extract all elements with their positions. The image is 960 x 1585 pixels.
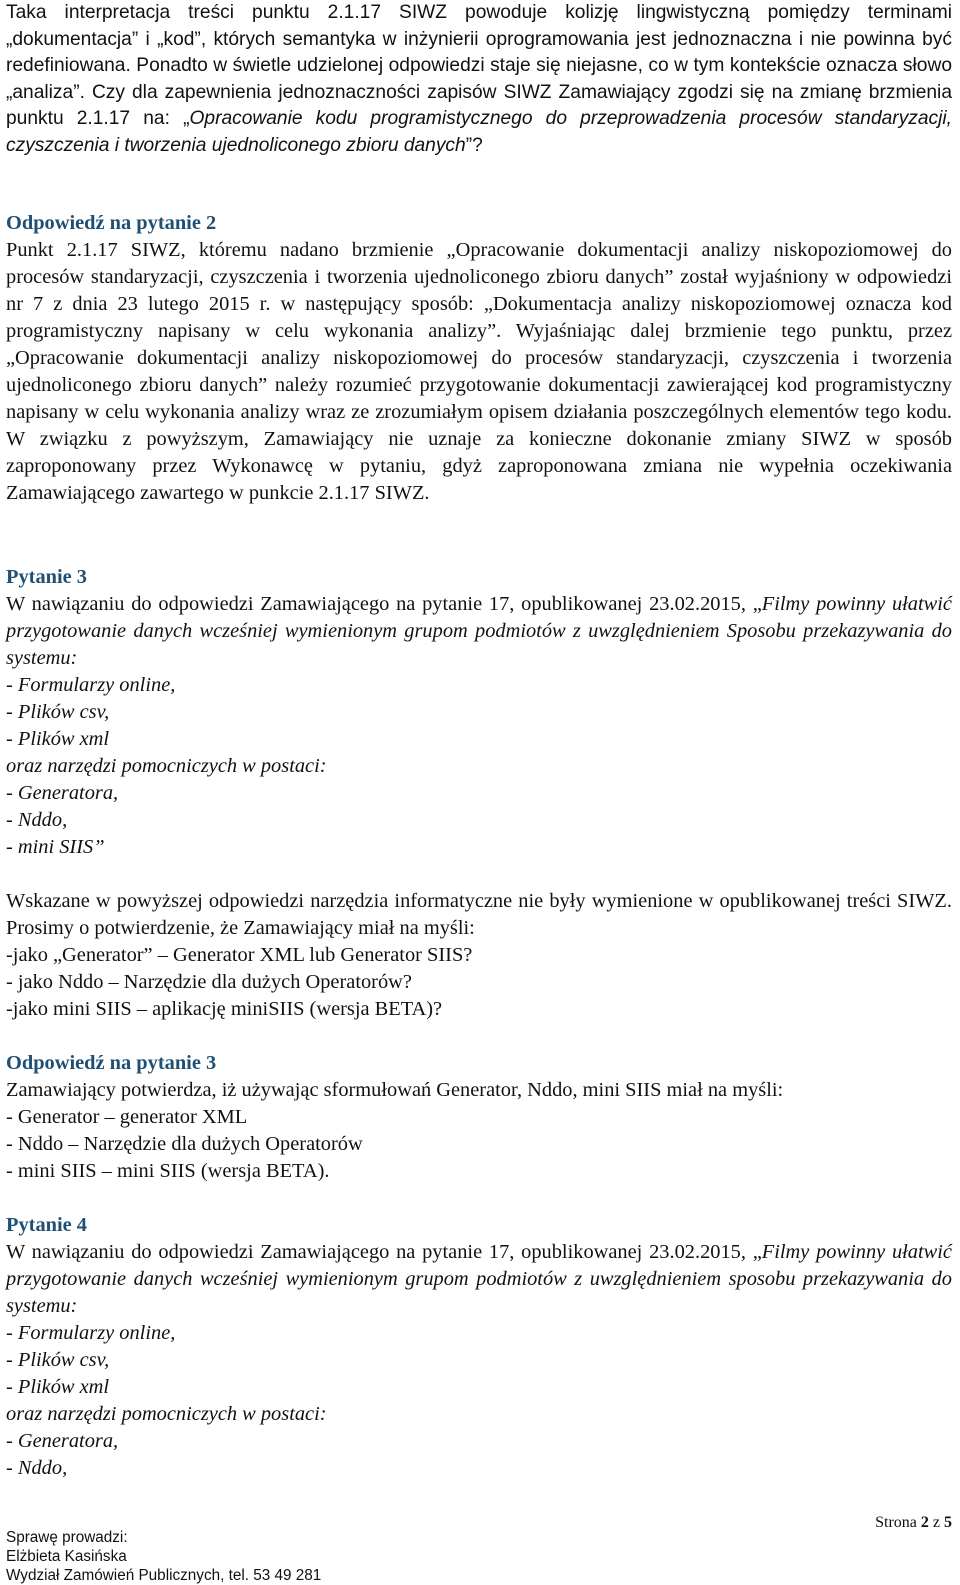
page-number-total: 5 bbox=[944, 1514, 952, 1531]
page-number-current: 2 bbox=[920, 1514, 929, 1531]
question3-body: Wskazane w powyższej odpowiedzi narzędzia informatyczne nie były wymienione w opublikowanej treści SIWZ. Prosimy o potwierdzenie, że Zamawiający miał na myśli: bbox=[6, 890, 952, 939]
question3-intro-text: W nawiązaniu do odpowiedzi Zamawiającego na pytanie 17, opublikowanej 23.02.2015, „ bbox=[6, 593, 762, 615]
question2-proposed-wording: Opracowanie kodu programistycznego do przeprowadzenia procesów standaryzacji, czyszczenia i tworzenia ujednoliconego zbioru danych bbox=[6, 108, 952, 156]
question3-intro-quote: Filmy powinny ułatwić przygotowanie danych wcześniej wymienionym grupom podmiotów z uwzględnieniem Sposobu przekazywania do systemu: bbox=[6, 593, 952, 669]
list-item: - Generatora, bbox=[6, 1430, 119, 1452]
page-number-separator: z bbox=[932, 1514, 940, 1531]
answer2-heading: Odpowiedź na pytanie 2 bbox=[6, 212, 217, 234]
list-item: - mini SIIS – mini SIIS (wersja BETA). bbox=[6, 1160, 330, 1182]
answer2-section bbox=[6, 210, 952, 507]
question4-intro-text: W nawiązaniu do odpowiedzi Zamawiającego na pytanie 17, opublikowanej 23.02.2015, „ bbox=[6, 1241, 762, 1263]
answer3-heading: Odpowiedź na pytanie 3 bbox=[6, 1052, 217, 1074]
list-intro: oraz narzędzi pomocniczych w postaci: bbox=[6, 1403, 327, 1425]
question4-heading: Pytanie 4 bbox=[6, 1214, 87, 1236]
footer-contact bbox=[6, 1528, 321, 1585]
list-item: - Nddo, bbox=[6, 1457, 68, 1479]
list-item: - Nddo, bbox=[6, 809, 68, 831]
question2-continuation bbox=[6, 0, 952, 160]
footer-line: Elżbieta Kasińska bbox=[6, 1548, 127, 1565]
question4-list bbox=[6, 1320, 952, 1482]
page-number-label: Strona bbox=[875, 1514, 917, 1531]
list-item: - Generatora, bbox=[6, 782, 119, 804]
list-item: - Formularzy online, bbox=[6, 1322, 176, 1344]
answer3-body: Zamawiający potwierdza, iż używając sformułowań Generator, Nddo, mini SIIS miał na myśli: bbox=[6, 1079, 784, 1101]
footer-line: Wydział Zamówień Publicznych, tel. 53 49 281 bbox=[6, 1567, 322, 1584]
question2-text: Taka interpretacja treści punktu 2.1.17 SIWZ powoduje kolizję lingwistyczną pomiędzy terminami „dokumentacja” i „kod”, których semantyka w inżynierii oprogramowania jest jednoznaczna i nie powinna być redefiniowana. Ponadto w świetle udzielonej odpowiedzi staje się niejasne, co w tym kontekście oznacza słowo „analiza”. Czy dla zapewnienia jednoznaczności zapisów SIWZ Zamawiający zgodzi się na zmianę brzmienia punktu 2.1.17 na: „ bbox=[6, 2, 952, 130]
question3-list1 bbox=[6, 672, 952, 861]
question2-tail: ”? bbox=[465, 134, 483, 156]
answer2-body: Punkt 2.1.17 SIWZ, któremu nadano brzmienie „Opracowanie dokumentacji analizy niskopoziomowej do procesów standaryzacji, czyszczenia i tworzenia ujednoliconego zbioru danych” został wyjaśniony w odpowiedzi nr 7 z dnia 23 lutego 2015 r. w następujący sposób: „Dokumentacja analizy niskopoziomowej oznacza kod programistyczny napisany w celu wykonania analizy”. Wyjaśniając dalej brzmienie tego punktu, przez „Opracowanie dokumentacji analizy niskopoziomowej do procesów standaryzacji, czyszczenia i tworzenia ujednoliconego zbioru danych” należy rozumieć przygotowanie dokumentacji zawierającej kod programistyczny napisany w celu wykonania analizy wraz ze zrozumiałym opisem działania poszczególnych elementów tego kodu. W związku z powyższym, Zamawiający nie uznaje za konieczne dokonanie zmiany SIWZ w sposób zaproponowany przez Wykonawcę w pytaniu, gdyż zaproponowana zmiana nie wypełnia oczekiwania Zamawiającego zawartego w punkcie 2.1.17 SIWZ. bbox=[6, 239, 952, 504]
list-item: - Plików xml bbox=[6, 1376, 110, 1398]
list-item: - Plików csv, bbox=[6, 701, 110, 723]
list-item: - Nddo – Narzędzie dla dużych Operatorów bbox=[6, 1133, 363, 1155]
question3-intro bbox=[6, 591, 952, 672]
footer-line: Sprawę prowadzi: bbox=[6, 1529, 128, 1546]
list-item: -jako mini SIIS – aplikację miniSIIS (wersja BETA)? bbox=[6, 998, 443, 1020]
list-item: - Formularzy online, bbox=[6, 674, 176, 696]
list-item: - mini SIIS” bbox=[6, 836, 105, 858]
list-intro: oraz narzędzi pomocniczych w postaci: bbox=[6, 755, 327, 777]
question3-heading: Pytanie 3 bbox=[6, 566, 87, 588]
page-number bbox=[875, 1513, 952, 1533]
question4-intro-quote: Filmy powinny ułatwić przygotowanie danych wcześniej wymienionym grupom podmiotów z uwzględnieniem sposobu przekazywania do systemu: bbox=[6, 1241, 952, 1317]
list-item: -jako „Generator” – Generator XML lub Generator SIIS? bbox=[6, 944, 473, 966]
list-item: - Generator – generator XML bbox=[6, 1106, 248, 1128]
answer3-section bbox=[6, 1050, 952, 1185]
list-item: - jako Nddo – Narzędzie dla dużych Operatorów? bbox=[6, 971, 412, 993]
question3-section bbox=[6, 564, 952, 861]
question3-body-section bbox=[6, 888, 952, 1023]
list-item: - Plików xml bbox=[6, 728, 110, 750]
list-item: - Plików csv, bbox=[6, 1349, 110, 1371]
question4-intro bbox=[6, 1239, 952, 1320]
question4-section bbox=[6, 1212, 952, 1482]
